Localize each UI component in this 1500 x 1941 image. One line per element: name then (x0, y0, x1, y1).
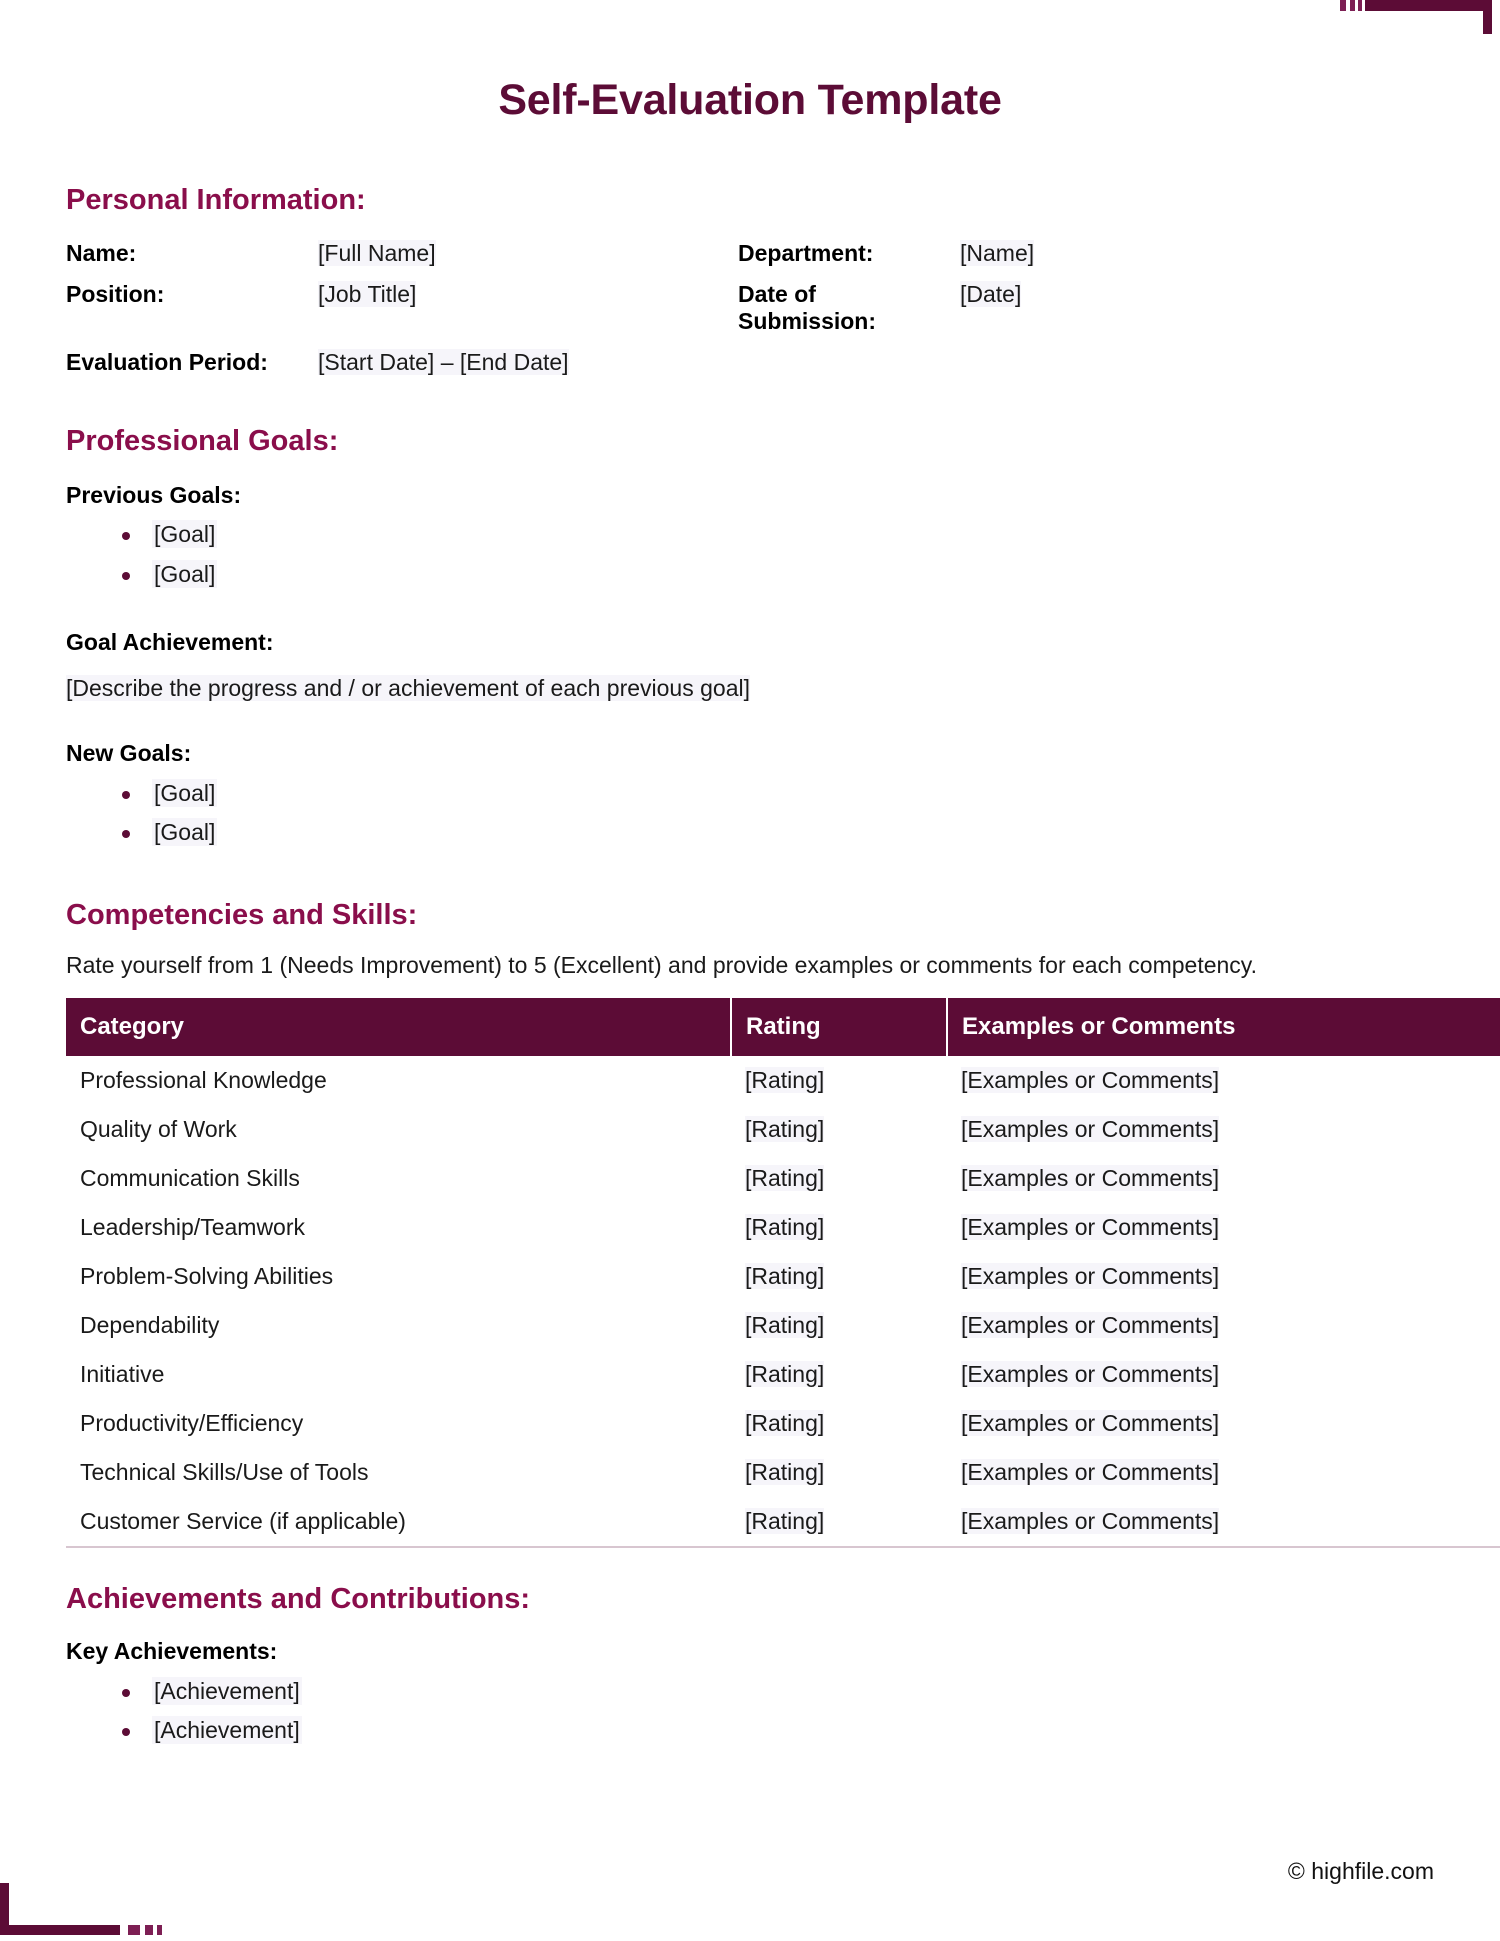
cell-rating: [Rating] (745, 1263, 825, 1290)
corner-decoration-bottom-left (0, 1881, 200, 1941)
section-professional-goals (66, 424, 1434, 850)
competency-table (66, 998, 1500, 1548)
previous-goals-list (66, 518, 1434, 591)
table-row (66, 1154, 1500, 1203)
list-item: [Goal] (66, 816, 1434, 850)
new-goals-list (66, 777, 1434, 850)
section-competencies-and-skills (66, 898, 1434, 1548)
table-row (66, 1399, 1500, 1448)
cell-category: Initiative (80, 1361, 165, 1388)
column-header-examples: Examples or Comments (947, 998, 1500, 1056)
field-value-name: [Full Name] (318, 239, 436, 266)
field-value-date-of-submission: [Date] (960, 280, 1022, 307)
cell-comments: [Examples or Comments] (961, 1459, 1220, 1486)
cell-category: Quality of Work (80, 1116, 237, 1143)
competencies-heading: Competencies and Skills: (66, 898, 418, 931)
cell-category: Dependability (80, 1312, 220, 1339)
footer-credit: © highfile.com (1287, 1858, 1434, 1884)
table-row (66, 1203, 1500, 1252)
personal-information-heading: Personal Information: (66, 184, 366, 216)
corner-bar-bottom (0, 1925, 120, 1935)
table-row (66, 1056, 1500, 1105)
table-row (66, 1301, 1500, 1350)
goal-achievement-text: [Describe the progress and / or achievement of each previous goal] (66, 674, 750, 701)
goal-achievement-label: Goal Achievement: (66, 628, 274, 655)
cell-comments: [Examples or Comments] (961, 1214, 1220, 1241)
list-item: [Goal] (66, 777, 1434, 811)
cell-rating: [Rating] (745, 1116, 825, 1143)
cell-comments: [Examples or Comments] (947, 1497, 1500, 1547)
field-value-department: [Name] (960, 239, 1035, 266)
column-header-category: Category (66, 998, 731, 1056)
new-goals-label: New Goals: (66, 739, 192, 766)
document-body (66, 183, 1434, 1748)
cell-category: Customer Service (if applicable) (66, 1497, 731, 1547)
corner-bar-left (0, 1883, 9, 1935)
competencies-instruction: Rate yourself from 1 (Needs Improvement) to 5 (Excellent) and provide examples or comments for each competency. (66, 951, 1257, 978)
field-label-name: Name: (66, 239, 137, 266)
list-item: [Achievement] (66, 1714, 1434, 1748)
competency-table-body (66, 1056, 1500, 1547)
cell-category: Communication Skills (80, 1165, 300, 1192)
cell-comments: [Examples or Comments] (961, 1263, 1220, 1290)
competency-table-head (66, 998, 1500, 1056)
cell-rating: [Rating] (745, 1165, 825, 1192)
cell-rating: [Rating] (745, 1214, 825, 1241)
table-header-row (66, 998, 1500, 1056)
cell-comments: [Examples or Comments] (961, 1312, 1220, 1339)
table-row (66, 1105, 1500, 1154)
field-label-evaluation-period: Evaluation Period: (66, 348, 268, 375)
cell-rating: [Rating] (745, 1067, 825, 1094)
key-achievements-label: Key Achievements: (66, 1637, 278, 1664)
cell-comments: [Examples or Comments] (961, 1116, 1220, 1143)
cell-rating: [Rating] (745, 1459, 825, 1486)
cell-rating: [Rating] (731, 1497, 947, 1547)
key-achievements-list (66, 1675, 1434, 1748)
list-item: [Goal] (66, 518, 1434, 552)
table-row (66, 1350, 1500, 1399)
page-title: Self-Evaluation Template (498, 76, 1002, 124)
personal-information-grid (66, 240, 1434, 376)
column-header-rating: Rating (731, 998, 947, 1056)
cell-rating: [Rating] (745, 1312, 825, 1339)
field-label-position: Position: (66, 280, 165, 307)
field-value-evaluation-period: [Start Date] – [End Date] (318, 348, 569, 375)
previous-goals-label: Previous Goals: (66, 481, 242, 508)
cell-comments: [Examples or Comments] (961, 1067, 1220, 1094)
list-item: [Goal] (66, 558, 1434, 592)
section-achievements-and-contributions (66, 1582, 1434, 1748)
table-row (66, 1497, 1500, 1547)
section-personal-information (66, 183, 1434, 376)
cell-category: Technical Skills/Use of Tools (80, 1459, 369, 1486)
field-label-date-of-submission: Date of Submission: (738, 280, 877, 334)
cell-rating: [Rating] (745, 1361, 825, 1388)
corner-dash-4 (128, 1925, 140, 1935)
table-row (66, 1252, 1500, 1301)
cell-comments: [Examples or Comments] (961, 1361, 1220, 1388)
cell-category: Leadership/Teamwork (80, 1214, 306, 1241)
cell-comments: [Examples or Comments] (961, 1410, 1220, 1437)
cell-category: Productivity/Efficiency (80, 1410, 304, 1437)
list-item: [Achievement] (66, 1675, 1434, 1709)
cell-comments: [Examples or Comments] (961, 1165, 1220, 1192)
corner-dash-5 (145, 1925, 153, 1935)
corner-dash-6 (157, 1925, 162, 1935)
table-row (66, 1448, 1500, 1497)
cell-category: Problem-Solving Abilities (80, 1263, 334, 1290)
field-label-department: Department: (738, 239, 874, 266)
cell-category: Professional Knowledge (80, 1067, 327, 1094)
cell-rating: [Rating] (745, 1410, 825, 1437)
professional-goals-heading: Professional Goals: (66, 424, 339, 457)
field-value-position: [Job Title] (318, 280, 417, 307)
achievements-heading: Achievements and Contributions: (66, 1583, 531, 1616)
